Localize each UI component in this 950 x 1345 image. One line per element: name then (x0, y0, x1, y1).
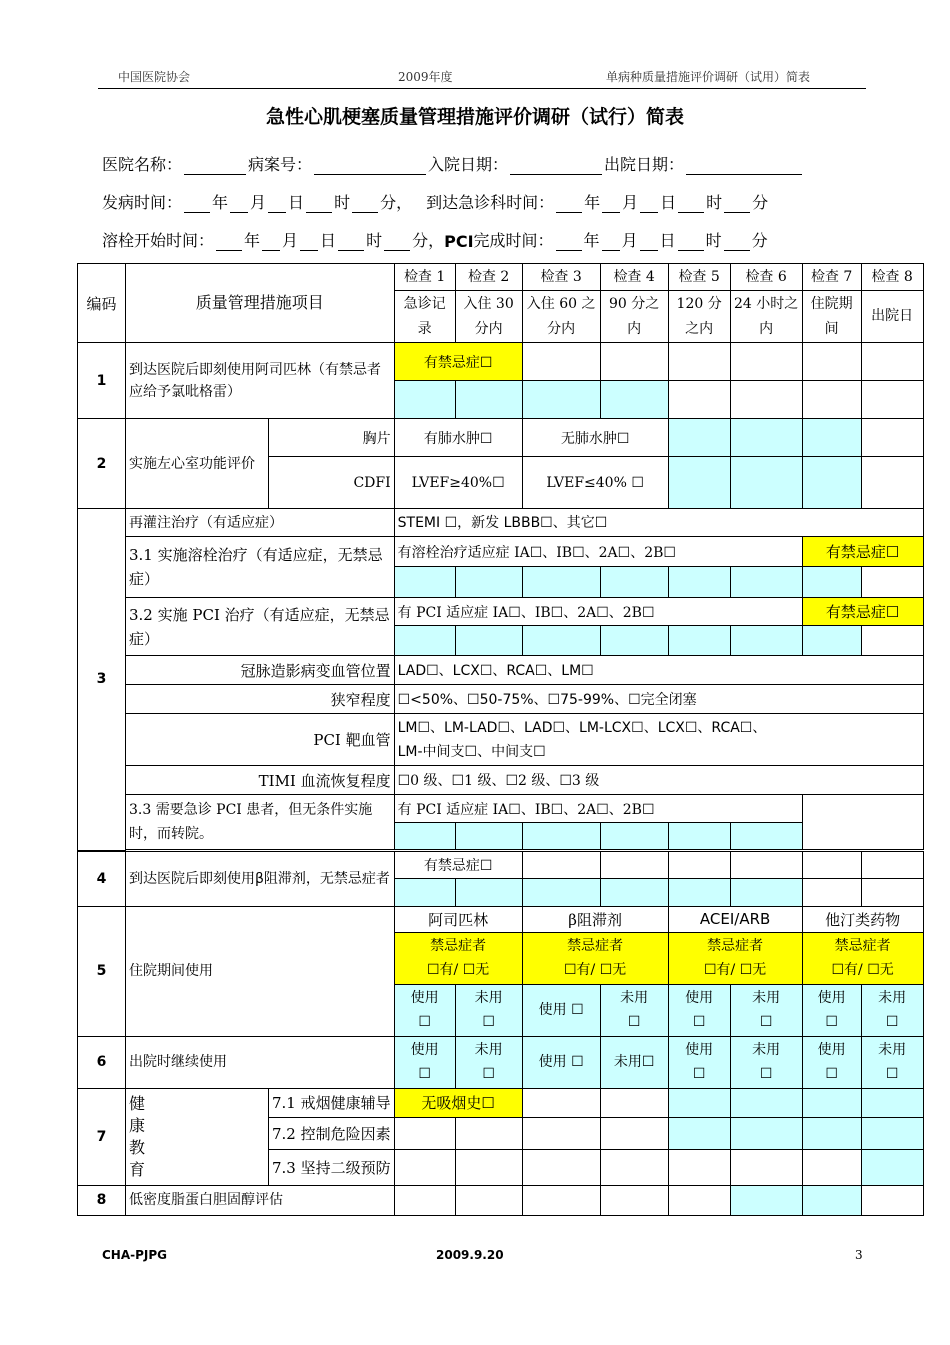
item-inpatient-use: 住院期间使用 (126, 906, 395, 1036)
item-thrombolysis: 3.1 实施溶栓治疗（有适应症，无禁忌症） (126, 537, 395, 598)
cell[interactable] (522, 823, 600, 850)
cell[interactable] (730, 626, 802, 656)
discharge-date-field[interactable] (686, 158, 802, 175)
stemi-options[interactable]: STEMI ☐，新发 LBBB☐、其它☐ (394, 509, 923, 537)
check-header: 检查 2 (455, 264, 522, 291)
page-title: 急性心肌梗塞质量管理措施评价调研（试行）简表 (265, 106, 684, 128)
contraindication-check[interactable]: 有禁忌症☐ (394, 343, 522, 381)
cell[interactable] (730, 1088, 802, 1117)
onset-day[interactable] (268, 196, 286, 213)
admit-date-label: 入院日期： (428, 155, 509, 174)
cell[interactable] (522, 1117, 600, 1149)
use-check[interactable]: 使用 ☐ (394, 984, 455, 1036)
cell[interactable] (394, 567, 455, 598)
item-reperfusion: 再灌注治疗（有适应症） (126, 509, 395, 537)
cell[interactable] (668, 626, 730, 656)
cell[interactable] (730, 343, 802, 381)
timi-label: TIMI 血流恢复程度 (126, 766, 395, 795)
contra-statin[interactable] (802, 932, 923, 984)
pci-month[interactable] (602, 234, 620, 251)
header-rule (98, 88, 866, 89)
use-check[interactable]: 使用 ☐ (668, 984, 730, 1036)
cell[interactable] (668, 851, 730, 878)
hour-label: 时 (706, 193, 723, 212)
row-number: 3 (78, 509, 126, 851)
hospital-label: 医院名称： (102, 155, 183, 174)
cell[interactable] (668, 1088, 730, 1117)
contraindication-check[interactable]: 有禁忌症☐ (802, 537, 923, 567)
cell[interactable] (600, 343, 668, 381)
cell[interactable] (455, 626, 522, 656)
cell[interactable] (668, 419, 730, 457)
stenosis-options[interactable]: ☐<50%、☐50-75%、☐75-99%、☐完全闭塞 (394, 685, 923, 714)
cell[interactable] (394, 878, 455, 906)
year-label: 年 (584, 193, 601, 212)
lvef-low-check[interactable]: LVEF≤40% ☐ (522, 457, 668, 509)
row-number: 5 (78, 906, 126, 1036)
year-label: 年 (244, 231, 261, 250)
evaluation-table (77, 263, 924, 1216)
pci-year[interactable] (556, 234, 582, 251)
day-label: 日 (660, 193, 677, 212)
cell[interactable] (730, 381, 802, 419)
time-header: 24 小时之内 (730, 291, 802, 343)
pci-minute[interactable] (724, 234, 750, 251)
health-education-label: 健康教育 (129, 1093, 146, 1179)
item-beta-blocker: 到达医院后即刻使用β阻滞剂，无禁忌症者 (126, 851, 395, 906)
cell[interactable] (668, 1185, 730, 1215)
edema-yes-check[interactable]: 有肺水肿☐ (394, 419, 522, 457)
time-header: 入住 60 之分内 (522, 291, 600, 343)
cell[interactable] (802, 878, 861, 906)
chest-xray-label: 胸片 (269, 419, 395, 457)
cell[interactable] (455, 823, 522, 850)
time-header: 住院期间 (802, 291, 861, 343)
cell[interactable] (600, 626, 668, 656)
item-secondary-prevention: 7.3 坚持二级预防 (269, 1149, 395, 1185)
not-used-check[interactable]: 未用 ☐ (730, 984, 802, 1036)
item-pci: 3.2 实施 PCI 治疗（有适应症，无禁忌症） (126, 598, 395, 656)
pci-done-label: 完成时间： (473, 231, 554, 250)
cell[interactable] (600, 1149, 668, 1185)
lvef-high-check[interactable]: LVEF≥40%☐ (394, 457, 522, 509)
lysis-minute[interactable] (384, 234, 410, 251)
drug-acei-arb: ACEI/ARB (668, 906, 802, 932)
cell[interactable] (394, 1149, 455, 1185)
hour-label: 时 (334, 193, 351, 212)
cell[interactable] (668, 1149, 730, 1185)
cell[interactable] (600, 381, 668, 419)
not-used-check[interactable]: 未用 ☐ (600, 984, 668, 1036)
edema-no-check[interactable]: 无肺水肿☐ (522, 419, 668, 457)
pci-indication[interactable]: 有 PCI 适应症 IA☐、IB☐、2A☐、2B☐ (394, 598, 802, 626)
cell[interactable] (522, 851, 600, 878)
day-label: 日 (659, 231, 676, 250)
onset-year[interactable] (184, 196, 210, 213)
cell[interactable] (394, 823, 455, 850)
page-number: 3 (855, 1248, 863, 1262)
header-right: 单病种质量措施评价调研（试用）简表 (606, 70, 811, 84)
cell[interactable] (600, 567, 668, 598)
form-row-3: 溶栓开始时间： 年 月 日 时 分 ， PCI 完成时间： 年 月 日 时 分 (102, 228, 768, 251)
cell[interactable] (522, 343, 600, 381)
cell[interactable] (522, 1088, 600, 1117)
lysis-year[interactable] (216, 234, 242, 251)
arrive-label: 到达急诊科时间： (426, 193, 555, 212)
use-check[interactable]: 使用 ☐ (394, 1036, 455, 1088)
day-label: 日 (288, 193, 305, 212)
cell[interactable] (861, 567, 923, 598)
cell[interactable] (455, 567, 522, 598)
contra-options: ☐有/ ☐无 (426, 962, 490, 978)
pci-hour[interactable] (678, 234, 704, 251)
cell[interactable] (802, 626, 861, 656)
cell[interactable] (861, 851, 923, 878)
lysis-label: 溶栓开始时间： (102, 231, 215, 250)
check-header: 检查 4 (600, 264, 668, 291)
arrive-minute[interactable] (724, 196, 750, 213)
item-smoking: 7.1 戒烟健康辅导 (269, 1088, 395, 1117)
row-number: 6 (78, 1036, 126, 1088)
form-row-2: 发病时间： 年 月 日 时 分 ， 到达急诊科时间： 年 月 日 时 分 (102, 190, 768, 213)
year-label: 年 (212, 193, 229, 212)
onset-label: 发病时间： (102, 193, 183, 212)
month-label: 月 (622, 193, 639, 212)
check-header: 检查 5 (668, 264, 730, 291)
cell[interactable] (730, 567, 802, 598)
cell[interactable] (600, 1185, 668, 1215)
cell[interactable] (802, 1185, 861, 1215)
contra-aspirin[interactable] (394, 932, 522, 984)
cell[interactable] (522, 381, 600, 419)
cell[interactable] (861, 419, 923, 457)
form-row-1 (102, 152, 804, 175)
check-header: 检查 1 (394, 264, 455, 291)
cell[interactable] (802, 1117, 861, 1149)
time-header: 出院日 (861, 291, 923, 343)
minute-label: 分 (751, 231, 768, 250)
month-label: 月 (621, 231, 638, 250)
cell[interactable] (600, 823, 668, 850)
arrive-hour[interactable] (678, 196, 704, 213)
use-check[interactable]: 使用 ☐ (522, 984, 600, 1036)
not-used-check[interactable]: 未用 ☐ (455, 984, 522, 1036)
row-number: 1 (78, 343, 126, 419)
pci-label: PCI (444, 232, 474, 251)
month-label: 月 (250, 193, 267, 212)
cell[interactable] (522, 567, 600, 598)
cell[interactable] (861, 457, 923, 509)
check-header: 检查 3 (522, 264, 600, 291)
contra-label: 禁忌症者 (430, 938, 487, 954)
header-center: 2009年度 (398, 70, 453, 84)
cell[interactable] (802, 795, 923, 850)
cell[interactable] (455, 1117, 522, 1149)
cell[interactable] (600, 851, 668, 878)
drug-beta-blocker: β阻滞剂 (522, 906, 668, 932)
cell[interactable] (522, 1149, 600, 1185)
time-header: 120 分之内 (668, 291, 730, 343)
item-health-education (126, 1088, 269, 1185)
item-header: 质量管理措施项目 (126, 264, 395, 343)
not-used-check[interactable]: 未用 ☐ (861, 984, 923, 1036)
minute-label: 分 (412, 231, 429, 250)
cell[interactable] (802, 1088, 861, 1117)
target-vessel-line: LM☐、LM-LAD☐、LAD☐、LM-LCX☐、LCX☐、RCA☐、 (397, 719, 767, 736)
contra-label: 禁忌症者 (707, 938, 764, 954)
cell[interactable] (455, 878, 522, 906)
arrive-month[interactable] (602, 196, 620, 213)
cell[interactable] (522, 1185, 600, 1215)
footer-date: 2009.9.20 (436, 1248, 504, 1262)
cell[interactable] (668, 878, 730, 906)
stenosis-label: 狭窄程度 (126, 685, 395, 714)
contra-options: ☐有/ ☐无 (703, 962, 767, 978)
onset-hour[interactable] (306, 196, 332, 213)
cell[interactable] (730, 457, 802, 509)
row-number: 7 (78, 1088, 126, 1185)
contraindication-check[interactable]: 有禁忌症☐ (802, 598, 923, 626)
item-ldl: 低密度脂蛋白胆固醇评估 (126, 1185, 395, 1215)
contra-beta-blocker[interactable] (522, 932, 668, 984)
admit-date-field[interactable] (510, 158, 602, 175)
row-number: 4 (78, 851, 126, 906)
minute-label: 分 (380, 193, 397, 212)
arrive-year[interactable] (556, 196, 582, 213)
not-used-check[interactable]: 未用 ☐ (861, 1036, 923, 1088)
item-lv-evaluation: 实施左心室功能评价 (126, 419, 269, 509)
not-used-check[interactable]: 未用 ☐ (730, 1036, 802, 1088)
cell[interactable] (730, 1117, 802, 1149)
cdfi-label: CDFI (269, 457, 395, 509)
cell[interactable] (394, 1185, 455, 1215)
cell[interactable] (522, 878, 600, 906)
footer-left: CHA-PJPG (102, 1248, 168, 1262)
transfer-indication[interactable]: 有 PCI 适应症 IA☐、IB☐、2A☐、2B☐ (394, 795, 802, 823)
time-header: 入住 30 分内 (455, 291, 522, 343)
day-label: 日 (320, 231, 337, 250)
onset-month[interactable] (230, 196, 248, 213)
cell[interactable] (668, 1117, 730, 1149)
use-check[interactable]: 使用 ☐ (522, 1036, 600, 1088)
cell[interactable] (394, 1117, 455, 1149)
cell[interactable] (600, 1088, 668, 1117)
check-header: 检查 7 (802, 264, 861, 291)
cell[interactable] (730, 1185, 802, 1215)
contra-acei-arb[interactable] (668, 932, 802, 984)
cell[interactable] (668, 343, 730, 381)
cell[interactable] (861, 381, 923, 419)
arrive-day[interactable] (640, 196, 658, 213)
year-label: 年 (583, 231, 600, 250)
target-vessel-line: LM-中间支☐、中间支☐ (397, 743, 546, 760)
item-risk-control: 7.2 控制危险因素 (269, 1117, 395, 1149)
cell[interactable] (730, 851, 802, 878)
cell[interactable] (394, 381, 455, 419)
contra-label: 禁忌症者 (834, 938, 891, 954)
item-discharge-use: 出院时继续使用 (126, 1036, 395, 1088)
cell[interactable] (600, 1117, 668, 1149)
item-transfer: 3.3 需要急诊 PCI 患者，但无条件实施时，而转院。 (126, 795, 395, 850)
minute-label: 分 (752, 193, 769, 212)
timi-options[interactable]: ☐0 级、☐1 级、☐2 级、☐3 级 (394, 766, 923, 795)
drug-statin: 他汀类药物 (802, 906, 923, 932)
lysis-month[interactable] (262, 234, 280, 251)
cell[interactable] (861, 878, 923, 906)
cell[interactable] (802, 419, 861, 457)
cell[interactable] (668, 381, 730, 419)
target-vessel-label: PCI 靶血管 (126, 714, 395, 766)
contra-options: ☐有/ ☐无 (563, 962, 627, 978)
header-left: 中国医院协会 (118, 70, 191, 84)
cell[interactable] (668, 567, 730, 598)
cell[interactable] (861, 626, 923, 656)
cell[interactable] (668, 823, 730, 850)
cell[interactable] (668, 457, 730, 509)
month-label: 月 (282, 231, 299, 250)
time-header: 90 分之内 (600, 291, 668, 343)
drug-aspirin: 阿司匹林 (394, 906, 522, 932)
contra-label: 禁忌症者 (567, 938, 624, 954)
onset-minute[interactable] (352, 196, 378, 213)
lysis-hour[interactable] (338, 234, 364, 251)
cell[interactable] (802, 567, 861, 598)
cell[interactable] (861, 1185, 923, 1215)
cell[interactable] (730, 1149, 802, 1185)
hospital-field[interactable] (184, 158, 246, 175)
cell[interactable] (861, 1117, 923, 1149)
check-header: 检查 6 (730, 264, 802, 291)
item-aspirin: 到达医院后即刻使用阿司匹林（有禁忌者应给予氯吡格雷） (126, 343, 395, 419)
contra-options: ☐有/ ☐无 (831, 962, 894, 978)
lesion-location-label: 冠脉造影病变血管位置 (126, 656, 395, 685)
cell[interactable] (802, 381, 861, 419)
cell[interactable] (600, 878, 668, 906)
cell[interactable] (394, 626, 455, 656)
cell[interactable] (802, 343, 861, 381)
contraindication-check[interactable]: 有禁忌症☐ (394, 851, 522, 878)
thrombolysis-indication[interactable]: 有溶栓治疗适应症 IA☐、IB☐、2A☐、2B☐ (394, 537, 802, 567)
cell[interactable] (522, 626, 600, 656)
cell[interactable] (730, 419, 802, 457)
cell[interactable] (802, 1149, 861, 1185)
check-header: 检查 8 (861, 264, 923, 291)
use-check[interactable]: 使用 ☐ (802, 1036, 861, 1088)
not-used-check[interactable]: 未用☐ (600, 1036, 668, 1088)
not-used-check[interactable]: 未用 ☐ (455, 1036, 522, 1088)
lesion-location-options[interactable]: LAD☐、LCX☐、RCA☐、LM☐ (394, 656, 923, 685)
cell[interactable] (861, 343, 923, 381)
pci-day[interactable] (640, 234, 658, 251)
hour-label: 时 (705, 231, 722, 250)
cell[interactable] (802, 457, 861, 509)
case-no-field[interactable] (314, 158, 426, 175)
hour-label: 时 (366, 231, 383, 250)
time-header: 急诊记录 (394, 291, 455, 343)
lysis-day[interactable] (300, 234, 318, 251)
target-vessel-options[interactable] (394, 714, 923, 766)
cell[interactable] (730, 823, 802, 850)
row-number: 2 (78, 419, 126, 509)
case-no-label: 病案号： (248, 155, 313, 174)
cell[interactable] (455, 1185, 522, 1215)
cell[interactable] (861, 1149, 923, 1185)
discharge-date-label: 出院日期： (604, 155, 685, 174)
code-header: 编码 (78, 264, 126, 343)
no-smoking-check[interactable]: 无吸烟史☐ (394, 1088, 522, 1117)
use-check[interactable]: 使用 ☐ (802, 984, 861, 1036)
cell[interactable] (730, 878, 802, 906)
cell[interactable] (455, 1149, 522, 1185)
use-check[interactable]: 使用 ☐ (668, 1036, 730, 1088)
cell[interactable] (802, 851, 861, 878)
cell[interactable] (861, 1088, 923, 1117)
row-number: 8 (78, 1185, 126, 1215)
cell[interactable] (455, 381, 522, 419)
